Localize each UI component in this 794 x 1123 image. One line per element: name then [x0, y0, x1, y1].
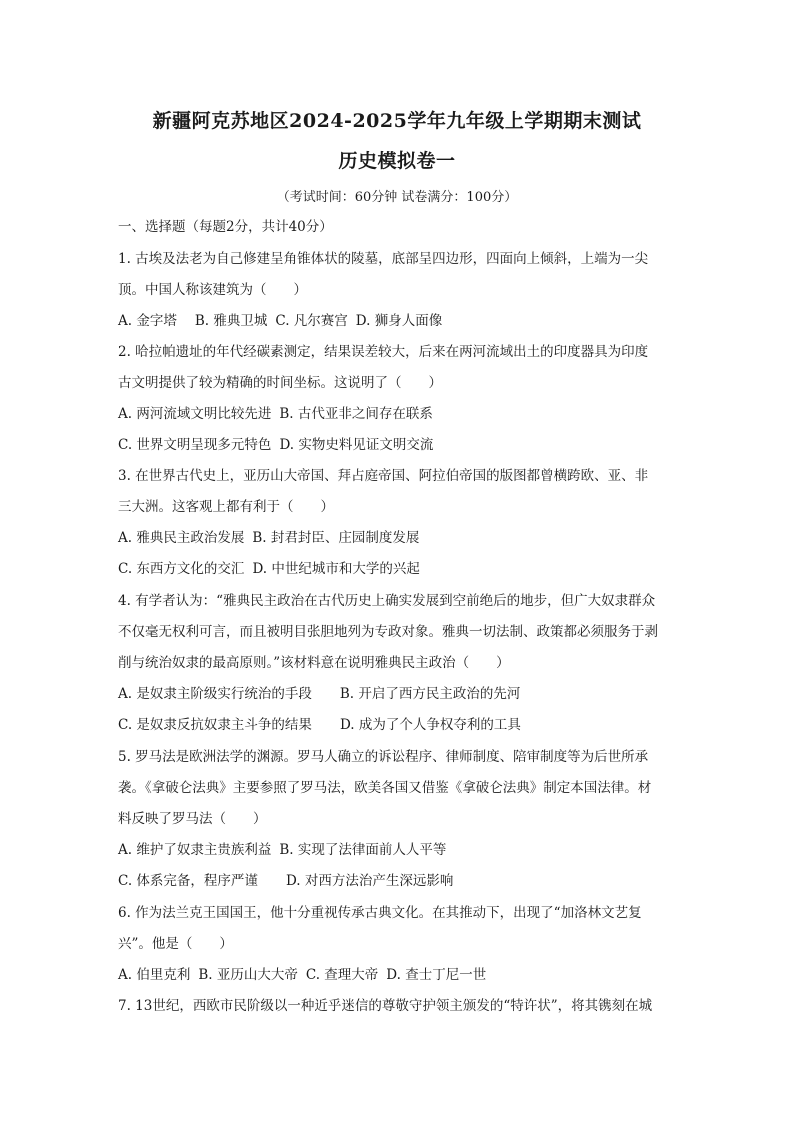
- question-5-options-row-2: [118, 872, 453, 890]
- option-a: A. 是奴隶主阶级实行统治的手段: [118, 686, 312, 702]
- question-5-line-2: 袭。《拿破仑法典》主要参照了罗马法，欧美各国又借鉴《拿破仑法典》制定本国法律。材: [118, 780, 652, 796]
- option-c: C. 世界文明呈现多元特色: [118, 437, 272, 453]
- question-1-options: [118, 312, 442, 330]
- option-b: B. 封君封臣、庄园制度发展: [252, 530, 420, 546]
- option-d: D. 狮身人面像: [355, 313, 443, 329]
- option-a: A. 两河流域文明比较先进: [118, 406, 272, 422]
- option-a: A. 维护了奴隶主贵族利益: [118, 842, 272, 858]
- question-6-line-1: 6. 作为法兰克王国国王，他十分重视传承古典文化。在其推动下，出现了“加洛林文艺复: [118, 905, 642, 921]
- option-b: B. 开启了西方民主政治的先河: [339, 686, 521, 702]
- question-2-line-1: 2. 哈拉帕遗址的年代经碳素测定，结果误差较大，后来在两河流域出土的印度器具为印度: [118, 344, 649, 360]
- option-b: B. 实现了法律面前人人平等: [279, 842, 447, 858]
- question-4-line-2: 不仅毫无权利可言，而且被明目张胆地列为专政对象。雅典一切法制、政策都必须服务于剥: [118, 624, 658, 640]
- question-4-line-1: 4. 有学者认为：“雅典民主政治在古代历史上确实发展到空前绝后的地步，但广大奴隶群众: [118, 593, 656, 609]
- question-5-options-row-1: [118, 841, 446, 859]
- option-c: C. 查理大帝: [305, 967, 379, 983]
- option-c: C. 凡尔赛宫: [275, 313, 348, 329]
- exam-title: 新疆阿克苏地区2024-2025学年九年级上学期期末测试: [152, 110, 642, 132]
- question-2-options-row-2: [118, 436, 433, 454]
- option-d: D. 查士丁尼一世: [386, 967, 487, 983]
- section-heading: 一、选择题（每题2分，共计40分）: [118, 219, 333, 235]
- option-a: A. 雅典民主政治发展: [118, 530, 245, 546]
- option-d: D. 实物史料见证文明交流: [279, 437, 434, 453]
- question-3-options-row-2: [118, 560, 420, 578]
- option-a: A. 伯里克利: [118, 967, 191, 983]
- option-d: D. 中世纪城市和大学的兴起: [252, 561, 420, 577]
- option-a: A. 金字塔: [118, 313, 177, 329]
- option-c: C. 东西方文化的交汇: [118, 561, 245, 577]
- question-1-line-1: 1. 古埃及法老为自己修建呈角锥体状的陵墓，底部呈四边形，四面向上倾斜，上端为一尖: [118, 251, 649, 267]
- question-3-line-1: 3. 在世界古代史上，亚历山大帝国、拜占庭帝国、阿拉伯帝国的版图都曾横跨欧、亚、非: [118, 468, 649, 484]
- exam-info: （考试时间：60分钟 试卷满分：100分）: [276, 190, 518, 205]
- question-5-line-3: 料反映了罗马法（ ）: [118, 811, 267, 827]
- question-2-options-row-1: [118, 405, 433, 423]
- question-4-options-row-2: [118, 716, 521, 734]
- option-d: D. 成为了个人争权夺利的工具: [339, 717, 521, 733]
- question-4-options-row-1: [118, 685, 520, 703]
- option-d: D. 对西方法治产生深远影响: [285, 873, 454, 889]
- option-b: B. 古代亚非之间存在联系: [279, 406, 433, 422]
- question-1-line-2: 顶。中国人称该建筑为（ ）: [118, 282, 307, 298]
- question-6-options: [118, 966, 486, 984]
- option-b: B. 雅典卫城: [194, 313, 268, 329]
- option-c: C. 是奴隶反抗奴隶主斗争的结果: [118, 717, 312, 733]
- question-6-line-2: 兴”。他是（ ）: [118, 936, 233, 952]
- question-3-options-row-1: [118, 529, 419, 547]
- question-3-line-2: 三大洲。这客观上都有利于（ ）: [118, 499, 334, 515]
- option-c: C. 体系完备，程序严谨: [118, 873, 258, 889]
- question-7-line-1: 7. 13世纪，西欧市民阶级以一种近乎迷信的尊敬守护领主颁发的“特许状”，将其镌刻在城: [118, 998, 653, 1014]
- exam-subtitle: 历史模拟卷一: [338, 150, 456, 172]
- question-2-line-2: 古文明提供了较为精确的时间坐标。这说明了（ ）: [118, 375, 442, 391]
- option-b: B. 亚历山大大帝: [198, 967, 298, 983]
- question-4-line-3: 削与统治奴隶的最高原则。”该材料意在说明雅典民主政治（ ）: [118, 655, 510, 671]
- question-5-line-1: 5. 罗马法是欧洲法学的渊源。罗马人确立的诉讼程序、律师制度、陪审制度等为后世所承: [118, 749, 649, 765]
